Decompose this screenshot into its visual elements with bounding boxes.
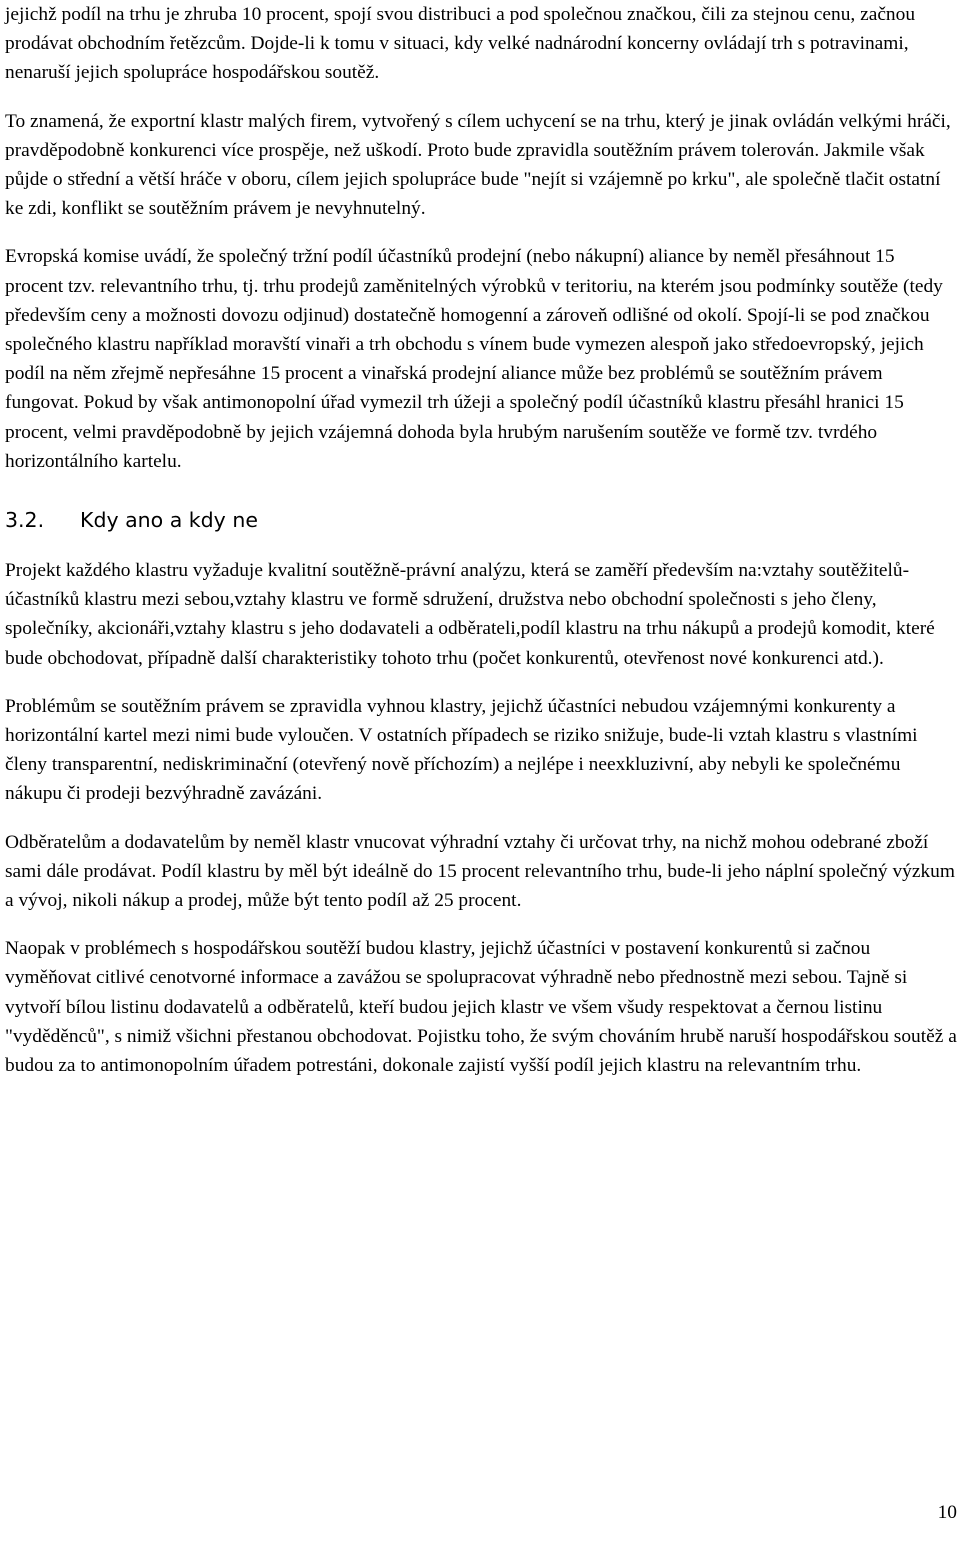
paragraph-export-cluster: To znamená, že exportní klastr malých firem, vytvořený s cílem uchycení se na trhu, který je jinak ovládán velkými hráči, pravděpodobně konkurenci více prospěje, než uškodí. Proto bude zpravidla soutěžním právem tolerován. Jakmile však půjde o střední a větší hráče v oboru, cílem jejich spolupráce bude "nejít si vzájemně po krku", ale společně tlačit ostatní ke zdi, konflikt se soutěžním právem je nevyhnutelný. — [5, 110, 951, 220]
section-number: 3.2. — [5, 508, 45, 533]
paragraph-suppliers-customers: Odběratelům a dodavatelům by neměl klastr vnucovat výhradní vztahy či určovat trhy, na nichž mohou odebrané zboží sami dále prodávat. Podíl klastru by měl být ideálně do 15 procent relevantního trhu, bude-li jeho náplní společný výzkum a vývoj, nikoli nákup a prodej, může být tento podíl až 25 procent. — [5, 831, 955, 912]
page-number: 10 — [937, 1502, 957, 1523]
section-heading — [5, 506, 957, 534]
paragraph-intro-continuation: jejichž podíl na trhu je zhruba 10 procent, spojí svou distribuci a pod společnou značkou, čili za stejnou cenu, začnou prodávat obchodním řetězcům. Dojde-li k tomu v situaci, kdy velké nadnárodní koncerny ovládají trh s potravinami, nenaruší jejich spolupráce hospodářskou soutěž. — [5, 4, 916, 84]
paragraph-european-commission: Evropská komise uvádí, že společný tržní podíl účastníků prodejní (nebo nákupní) aliance by neměl přesáhnout 15 procent tzv. relevantního trhu, tj. trhu prodejů zaměnitelných výrobků v teritoriu, na kterém jsou podmínky soutěže (tedy především ceny a možnosti dovozu odjinud) dostatečně homogenní a zároveň odlišné od okolí. Spojí-li se pod značkou společného klastru například moravští vinaři a trh obchodu s vínem bude vymezen alespoň jako středoevropský, jejich podíl na něm zřejmě nepřesáhne 15 procent a vinařská prodejní aliance může bez problémů se soutěžním právem fungovat. Pokud by však antimonopolní úřad vymezil trh úžeji a společný podíl účastníků klastru přesáhl hranici 15 procent, velmi pravděpodobně by jejich vzájemná dohoda byla hrubým narušením soutěže ve formě tzv. tvrdého horizontálního kartelu. — [5, 246, 943, 472]
paragraph-cluster-analysis: Projekt každého klastru vyžaduje kvalitní soutěžně-právní analýzu, která se zaměří především na:vztahy soutěžitelů-účastníků klastru mezi sebou,vztahy klastru ve formě sdružení, družstva nebo obchodní společnosti s jeho členy, společníky, akcionáři,vztahy klastru s jeho dodavateli a odběrateli,podíl klastru na trhu nákupů a prodejů komodit, které bude obchodovat, případně další charakteristiky tohoto trhu (počet konkurentů, otevřenost nové konkurenci atd.). — [5, 560, 935, 669]
paragraph-avoiding-problems: Problémům se soutěžním právem se zpravidla vyhnou klastry, jejichž účastníci nebudou vzájemnými konkurenty a horizontální kartel mezi nimi bude vyloučen. V ostatních případech se riziko snižuje, bude-li vztah klastru s vlastními členy transparentní, nediskriminační (otevřený nově příchozím) a nejlépe i neexkluzivní, aby nebyli ke společnému nákupu či prodeji bezvýhradně zavázáni. — [5, 695, 918, 805]
section-title: Kdy ano a kdy ne — [80, 508, 258, 533]
page-content — [5, 0, 957, 1080]
paragraph-problem-clusters: Naopak v problémech s hospodářskou soutěží budou klastry, jejichž účastníci v postavení konkurentů si začnou vyměňovat citlivé cenotvorné informace a zavážou se spolupracovat výhradně nebo přednostně mezi sebou. Tajně si vytvoří bílou listinu dodavatelů a odběratelů, kteří budou jejich klastr ve všem všudy respektovat a černou listinu "vyděděnců", s nimiž všichni přestanou obchodovat. Pojistku toho, že svým chováním hrubě naruší hospodářskou soutěž a budou za to antimonopolním úřadem potrestáni, dokonale zajistí vyšší podíl jejich klastru na relevantním trhu. — [5, 938, 957, 1077]
